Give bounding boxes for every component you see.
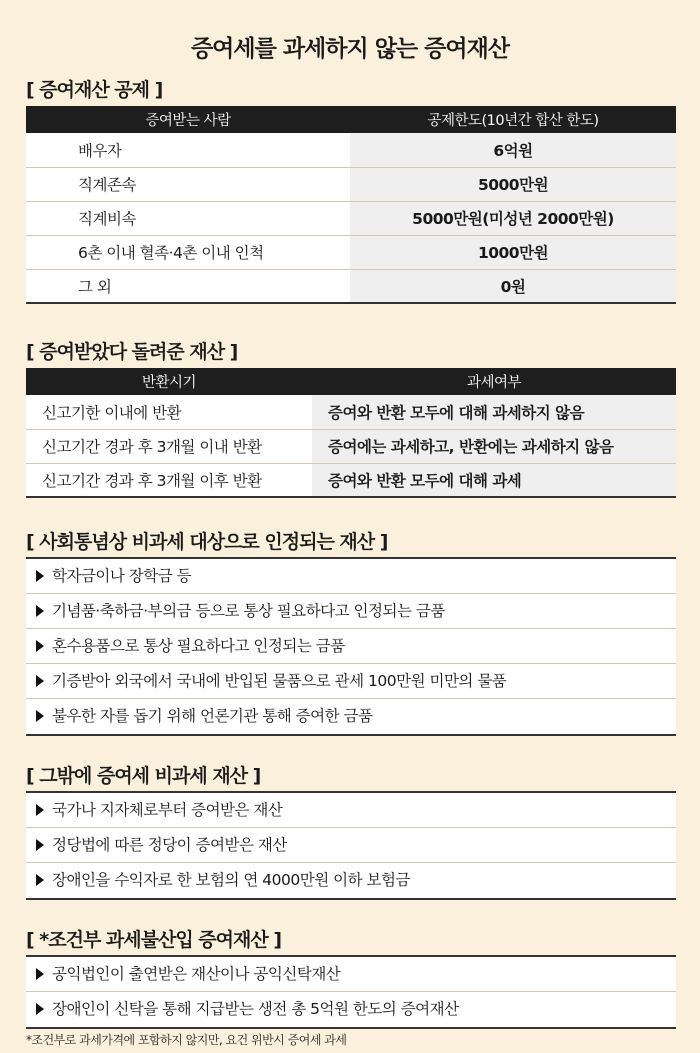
limit-cell: 1000만원 [350,235,676,269]
triangle-bullet-icon [36,710,44,722]
list-item [26,594,676,629]
section-title-returned-gift: [ 증여받았다 돌려준 재산 ] [26,341,238,363]
list-item-text: 국가나 지자체로부터 증여받은 재산 [52,801,283,819]
table-row [26,463,676,497]
triangle-bullet-icon [36,839,44,851]
list-item-text: 장애인이 신탁을 통해 지급받는 생전 총 5억원 한도의 증여재산 [52,1000,459,1018]
table-header-row [26,368,676,395]
gift-deduction-table [26,106,676,304]
section-title-gift-deduction: [ 증여재산 공제 ] [26,79,163,101]
section-title-other-exempt: [ 그밖에 증여세 비과세 재산 ] [26,765,261,787]
list-item-text: 불우한 자를 돕기 위해 언론기관 통해 증여한 금품 [52,707,373,725]
recipient-cell: 직계비속 [26,201,350,235]
return-time-cell: 신고기한 이내에 반환 [26,395,312,429]
limit-cell: 0원 [350,269,676,303]
recipient-cell: 직계존속 [26,167,350,201]
list-item [26,992,676,1027]
table-row [26,201,676,235]
triangle-bullet-icon [36,570,44,582]
list-item [26,699,676,734]
triangle-bullet-icon [36,605,44,617]
table-header-row [26,106,676,133]
list-item-text: 정당법에 따른 정당이 증여받은 재산 [52,836,287,854]
list-item-text: 혼수용품으로 통상 필요하다고 인정되는 금품 [52,637,345,655]
list-item-text: 학자금이나 장학금 등 [52,567,192,585]
social-norm-list [26,557,676,736]
list-item-text: 기증받아 외국에서 국내에 반입된 물품으로 관세 100만원 미만의 물품 [52,672,507,690]
section-title-social-norm: [ 사회통념상 비과세 대상으로 인정되는 재산 ] [26,531,388,553]
list-item [26,559,676,594]
recipient-cell: 6촌 이내 혈족·4촌 이내 인척 [26,235,350,269]
list-item-text: 기념품·축하금·부의금 등으로 통상 필요하다고 인정되는 금품 [52,602,445,620]
recipient-cell: 배우자 [26,133,350,167]
list-item-text: 장애인을 수익자로 한 보험의 연 4000만원 이하 보험금 [52,871,410,889]
table-row [26,395,676,429]
list-item [26,863,676,898]
limit-cell: 5000만원 [350,167,676,201]
page-title: 증여세를 과세하지 않는 증여재산 [190,36,510,62]
triangle-bullet-icon [36,874,44,886]
limit-cell: 5000만원(미성년 2000만원) [350,201,676,235]
table-row [26,133,676,167]
return-time-cell: 신고기간 경과 후 3개월 이후 반환 [26,463,312,497]
triangle-bullet-icon [36,675,44,687]
footnote: *조건부로 과세가격에 포함하지 않지만, 요건 위반시 증여세 과세 [26,1033,347,1047]
table-row [26,269,676,303]
list-item [26,664,676,699]
list-item [26,629,676,664]
limit-cell: 6억원 [350,133,676,167]
other-exempt-list [26,791,676,900]
triangle-bullet-icon [36,640,44,652]
taxation-cell: 증여와 반환 모두에 대해 과세 [312,463,676,497]
section-title-conditional: [ *조건부 과세불산입 증여재산 ] [26,929,282,951]
taxation-cell: 증여에는 과세하고, 반환에는 과세하지 않음 [312,429,676,463]
column-header-return-time: 반환시기 [26,368,312,395]
returned-gift-table [26,368,676,498]
table-row [26,429,676,463]
triangle-bullet-icon [36,968,44,980]
conditional-list [26,955,676,1029]
taxation-cell: 증여와 반환 모두에 대해 과세하지 않음 [312,395,676,429]
list-item-text: 공익법인이 출연받은 재산이나 공익신탁재산 [52,965,341,983]
table-row [26,235,676,269]
list-item [26,828,676,863]
table-row [26,167,676,201]
column-header-limit: 공제한도(10년간 합산 한도) [350,106,676,133]
list-item [26,957,676,992]
column-header-recipient: 증여받는 사람 [26,106,350,133]
triangle-bullet-icon [36,1003,44,1015]
triangle-bullet-icon [36,804,44,816]
list-item [26,793,676,828]
recipient-cell: 그 외 [26,269,350,303]
return-time-cell: 신고기간 경과 후 3개월 이내 반환 [26,429,312,463]
column-header-taxation: 과세여부 [312,368,676,395]
